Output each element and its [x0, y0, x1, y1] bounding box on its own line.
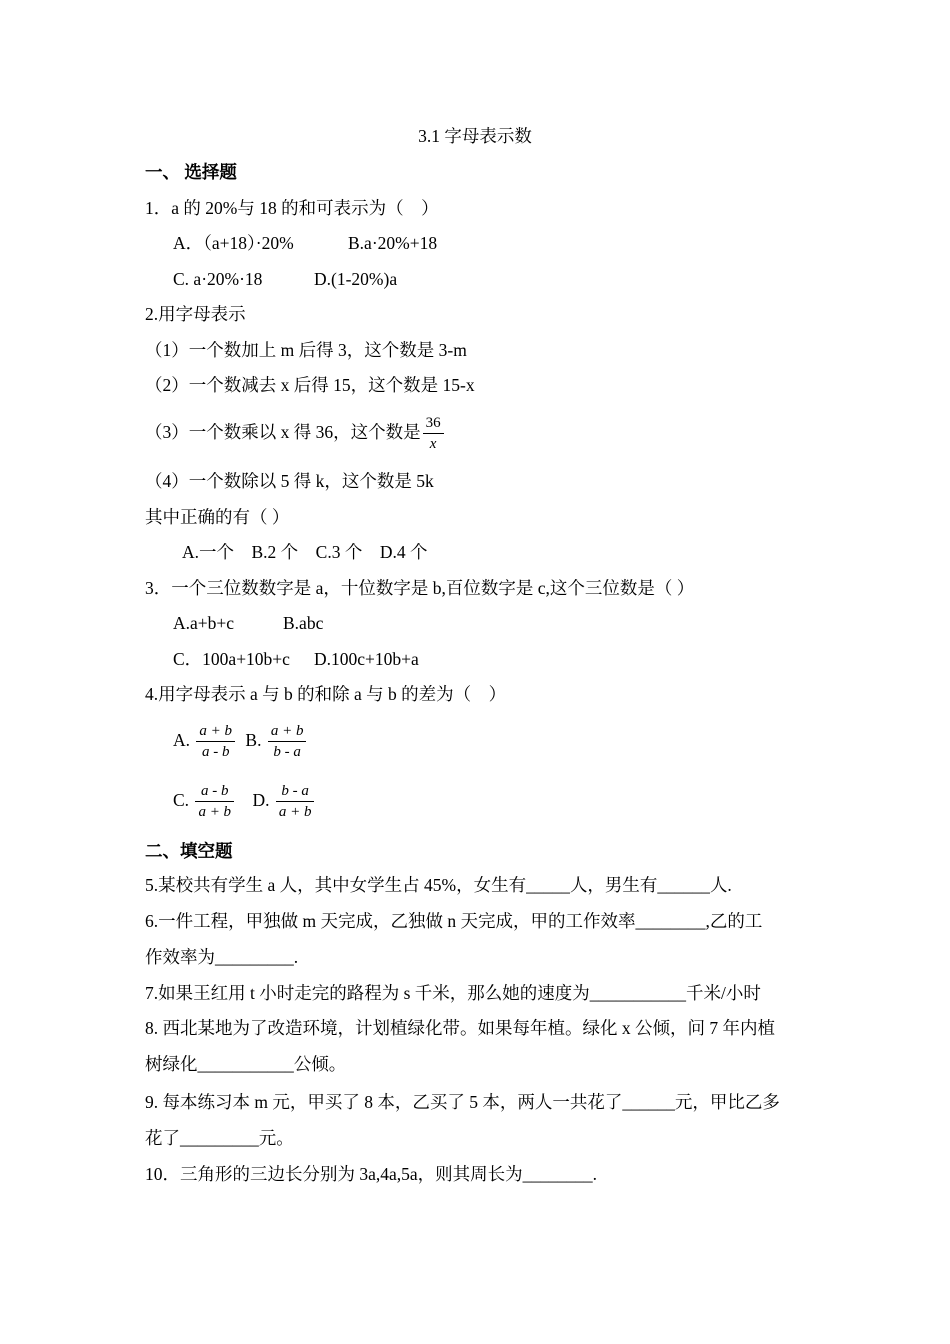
question-1-option-d: D.(1-20%)a [314, 269, 398, 289]
question-10: 10．三角形的三边长分别为 3a,4a,5a，则其周长为________. [145, 1164, 598, 1184]
question-4-option-c-fraction [195, 781, 234, 822]
question-4-option-b-label: B. [245, 730, 262, 750]
fraction-numerator: b - a [276, 781, 315, 802]
question-1-option-a: A．（a+18）·20% [173, 233, 294, 253]
fraction-numerator: 36 [423, 413, 444, 434]
fraction-numerator: a + b [268, 721, 307, 742]
question-6-line-1: 6.一件工程，甲独做 m 天完成，乙独做 n 天完成，甲的工作效率________,乙的工 [145, 911, 763, 931]
question-4-options-ab [173, 718, 308, 762]
question-8-line-2: 树绿化___________公倾。 [145, 1054, 347, 1074]
question-4-option-d-fraction [276, 781, 315, 822]
fraction-numerator: a + b [196, 721, 235, 742]
question-6-line-2: 作效率为_________. [145, 947, 299, 967]
question-5: 5.某校共有学生 a 人，其中女学生占 45%，女生有_____人，男生有______人. [145, 875, 732, 895]
question-4-option-c-label: C. [173, 790, 190, 810]
question-9-line-1: 9. 每本练习本 m 元，甲买了 8 本，乙买了 5 本，两人一共花了______元，甲比乙多 [145, 1092, 780, 1112]
question-2-statement-1: （1）一个数加上 m 后得 3，这个数是 3-m [145, 340, 467, 360]
question-4-option-d-label: D. [252, 790, 270, 810]
question-2-ask: 其中正确的有（ ） [145, 507, 290, 527]
question-7: 7.如果王红用 t 小时走完的路程为 s 千米，那么她的速度为___________千米/小时 [145, 983, 761, 1003]
question-2-stem: 2.用字母表示 [145, 304, 246, 324]
question-2-statement-3 [145, 410, 446, 454]
fraction-36-over-x [423, 413, 444, 454]
question-1-option-b: B.a·20%+18 [348, 233, 438, 253]
section-heading-choice: 一、 选择题 [145, 162, 237, 182]
question-4-option-b-fraction [268, 721, 307, 762]
fraction-denominator: a + b [278, 804, 312, 821]
fraction-denominator: a - b [201, 744, 230, 761]
question-9-line-2: 花了_________元。 [145, 1128, 294, 1148]
question-3-option-c: C．100a+10b+c [173, 649, 290, 669]
question-3-option-d: D.100c+10b+a [314, 649, 419, 669]
question-1-option-c: C. a·20%·18 [173, 269, 263, 289]
question-8-line-1: 8. 西北某地为了改造环境，计划植绿化带。如果每年植。绿化 x 公倾，问 7 年内植 [145, 1018, 775, 1038]
question-2-statement-3-text: （3）一个数乘以 x 得 36，这个数是 [145, 422, 421, 442]
question-1-stem: 1．a 的 20%与 18 的和可表示为（ ） [145, 198, 439, 218]
fraction-denominator: b - a [273, 744, 301, 761]
question-4-options-cd [173, 778, 316, 822]
page-title: 3.1 字母表示数 [418, 126, 532, 146]
question-3-option-b: B.abc [283, 613, 324, 633]
question-2-statement-4: （4）一个数除以 5 得 k，这个数是 5k [145, 471, 434, 491]
fraction-denominator: a + b [198, 804, 232, 821]
question-4-option-a-label: A. [173, 730, 191, 750]
section-heading-fill-in: 二、填空题 [145, 841, 233, 861]
fraction-denominator: x [429, 436, 437, 453]
question-2-options: A.一个 B.2 个 C.3 个 D.4 个 [182, 542, 428, 562]
question-3-stem: 3．一个三位数数字是 a，十位数字是 b,百位数字是 c,这个三位数是（ ） [145, 578, 695, 598]
question-3-option-a: A.a+b+c [173, 613, 235, 633]
question-2-statement-2: （2）一个数减去 x 后得 15，这个数是 15-x [145, 375, 475, 395]
fraction-numerator: a - b [195, 781, 234, 802]
question-4-option-a-fraction [196, 721, 235, 762]
question-4-stem: 4.用字母表示 a 与 b 的和除 a 与 b 的差为（ ） [145, 684, 507, 704]
